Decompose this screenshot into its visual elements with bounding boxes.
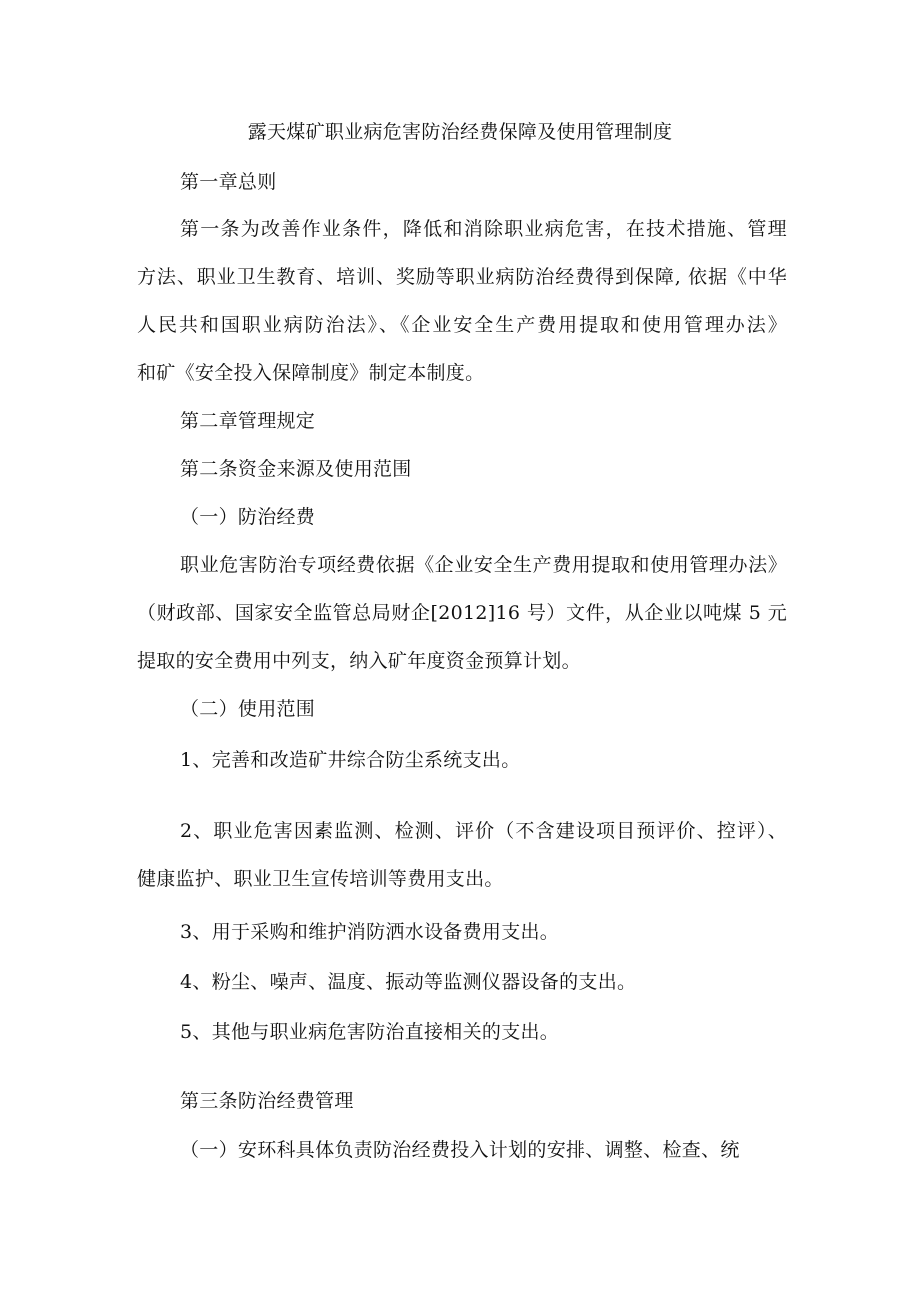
paragraph-line: 方法、职业卫生教育、培训、奖励等职业病防治经费得到保障, 依据《中华 (137, 266, 787, 288)
paragraph-line: 第一条为改善作业条件，降低和消除职业病危害，在技术措施、管理 (180, 218, 787, 240)
article-heading: 第三条防治经费管理 (180, 1090, 354, 1112)
section-heading: （一）防治经费 (180, 506, 316, 528)
list-item: 5、其他与职业病危害防治直接相关的支出。 (180, 1021, 560, 1043)
chapter-heading: 第一章总则 (180, 171, 277, 193)
paragraph-line: 和矿《安全投入保障制度》制定本制度。 (137, 362, 485, 384)
document-title: 露天煤矿职业病危害防治经费保障及使用管理制度 (247, 121, 673, 143)
list-item: 1、完善和改造矿井综合防尘系统支出。 (180, 749, 521, 771)
paragraph-line: 人民共和国职业病防治法》、《企业安全生产费用提取和使用管理办法》 (137, 314, 787, 336)
list-item: 4、粉尘、噪声、温度、振动等监测仪器设备的支出。 (180, 971, 637, 993)
chapter-heading: 第二章管理规定 (180, 410, 316, 432)
paragraph-line: （财政部、国家安全监管总局财企[2012]16 号）文件，从企业以吨煤 5 元 (137, 602, 787, 624)
list-item: 2、职业危害因素监测、检测、评价（不含建设项目预评价、控评）、 (180, 820, 787, 842)
article-heading: 第二条资金来源及使用范围 (180, 458, 412, 480)
list-item: 3、用于采购和维护消防洒水设备费用支出。 (180, 921, 560, 943)
section-heading: （二）使用范围 (180, 698, 316, 720)
paragraph-line: （一）安环科具体负责防治经费投入计划的安排、调整、检查、统 (180, 1139, 740, 1161)
paragraph-line: 提取的安全费用中列支，纳入矿年度资金预算计划。 (137, 650, 581, 672)
list-item-continuation: 健康监护、职业卫生宣传培训等费用支出。 (137, 868, 504, 890)
paragraph-line: 职业危害防治专项经费依据《企业安全生产费用提取和使用管理办法》 (180, 554, 787, 576)
